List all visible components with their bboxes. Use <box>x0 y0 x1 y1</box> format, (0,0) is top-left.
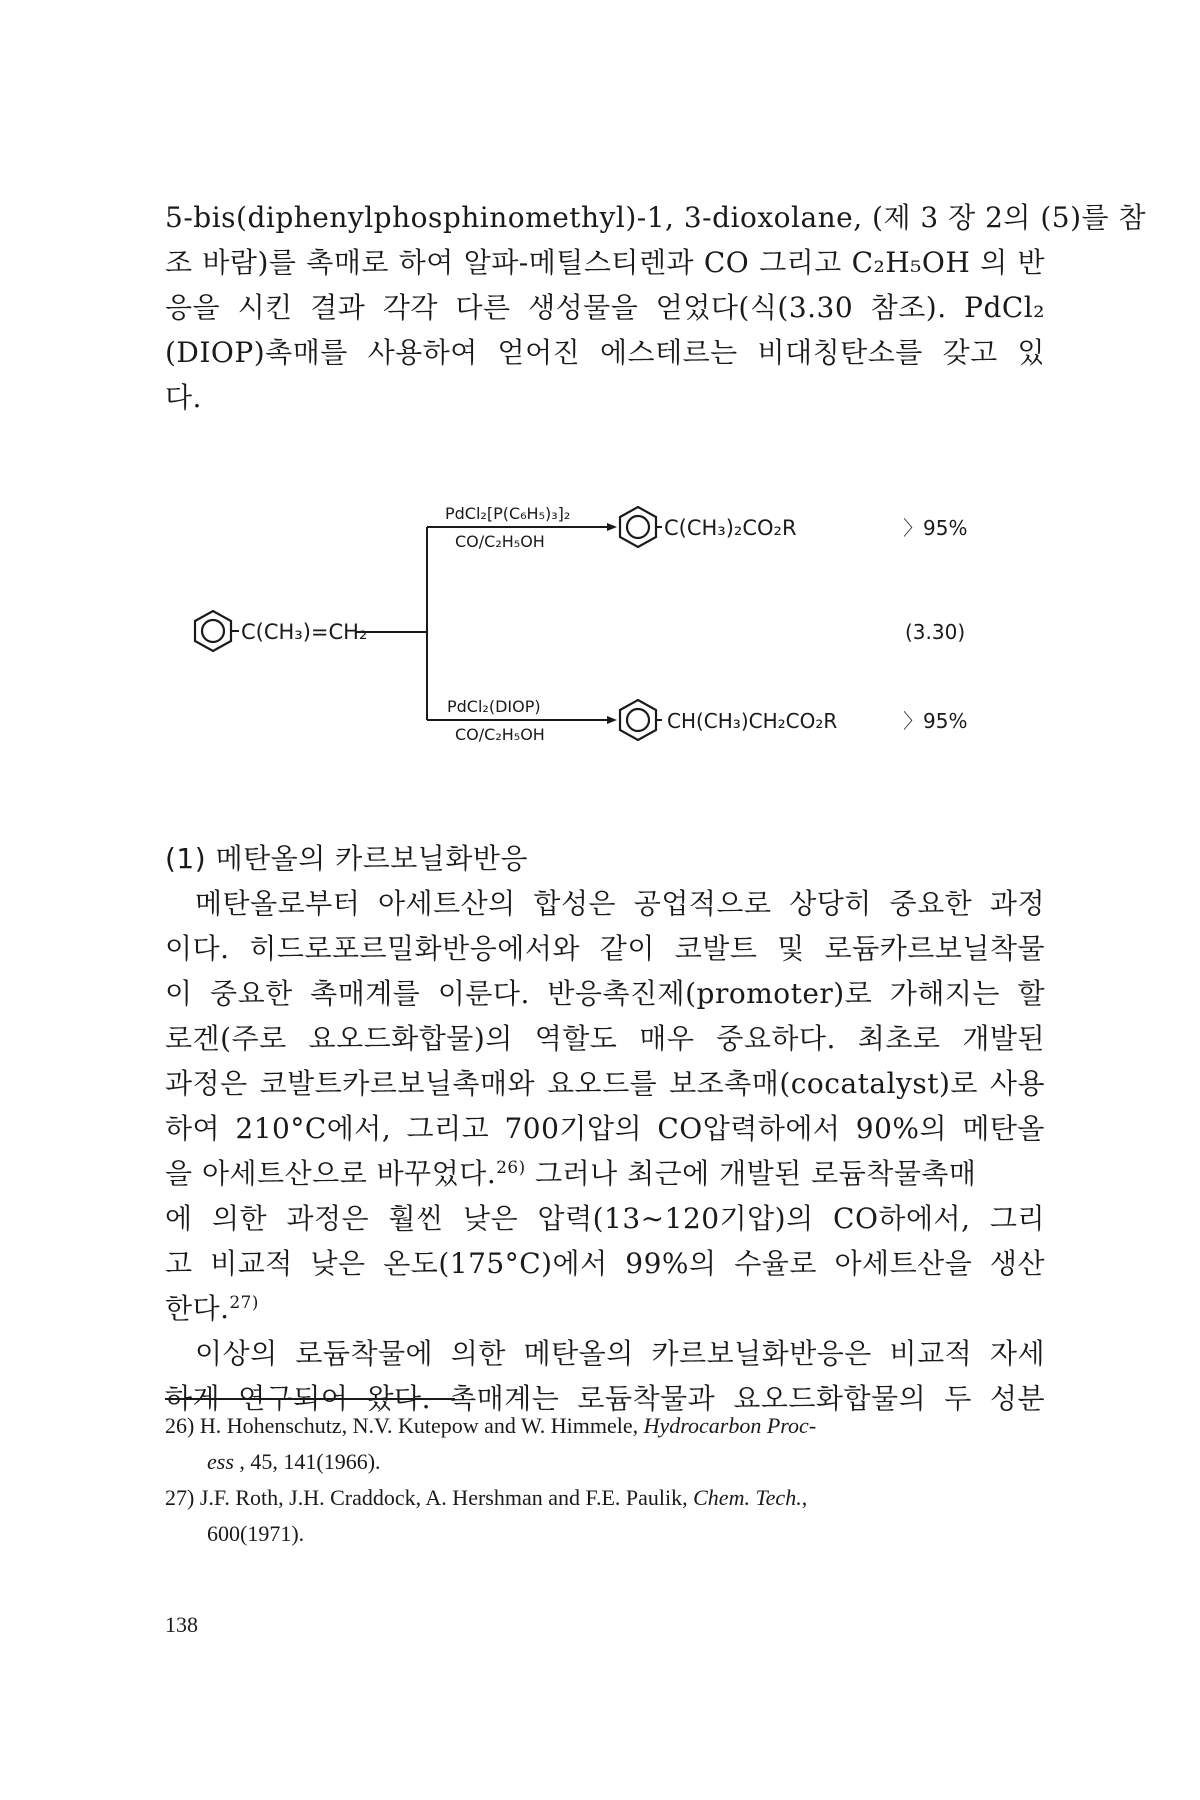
page-number: 138 <box>165 1612 198 1637</box>
lower-product: CH(CH₃)CH₂CO₂R <box>667 709 838 733</box>
upper-product-benzene-ring <box>620 507 656 547</box>
footnotes <box>165 1408 1045 1552</box>
paragraph-line: 이다. 히드로포르밀화반응에서와 같이 코발트 및 로듐카르보닐착물 <box>165 932 1045 965</box>
lower-arrowhead <box>607 716 617 724</box>
upper-product: C(CH₃)₂CO₂R <box>664 516 797 540</box>
upper-catalyst: PdCl₂[P(C₆H₅)₃]₂ <box>445 504 571 523</box>
reaction-scheme <box>165 495 1045 755</box>
intro-line: 다. <box>165 381 202 414</box>
lower-yield: 〉95% <box>903 709 968 733</box>
footnote-journal: Chem. Tech. <box>693 1485 802 1510</box>
lower-product-benzene-ring <box>620 700 656 740</box>
upper-yield: 〉95% <box>903 516 968 540</box>
paragraph-line: 메탄올로부터 아세트산의 합성은 공업적으로 상당히 중요한 과정 <box>195 887 1045 920</box>
footnote-journal: ess <box>207 1449 234 1474</box>
paragraph-line <box>165 1286 1045 1331</box>
intro-line: 5-bis(diphenylphosphinomethyl)-1, 3-dioxolane, (제 3 장 2의 (5)를 참 <box>165 201 1146 234</box>
lower-conditions: CO/C₂H₅OH <box>455 725 545 744</box>
footnote-line <box>165 1480 1045 1516</box>
section-heading: (1) 메탄올의 카르보닐화반응 <box>165 842 528 875</box>
footnote-journal: Hydrocarbon Proc- <box>643 1413 817 1438</box>
paragraph-line: 에 의한 과정은 훨씬 낮은 압력(13∼120기압)의 CO하에서, 그리 <box>165 1202 1045 1235</box>
paragraph-line: 고 비교적 낮은 온도(175°C)에서 99%의 수율로 아세트산을 생산 <box>165 1247 1045 1280</box>
paragraph-line: 하여 210°C에서, 그리고 700기압의 CO압력하에서 90%의 메탄올 <box>165 1112 1045 1145</box>
footnote-text: , 45, 141(1966). <box>233 1449 381 1474</box>
footnote-26 <box>165 1408 1045 1480</box>
reactant-substituent: C(CH₃)=CH₂ <box>241 620 368 644</box>
paragraph-1 <box>165 881 1045 1331</box>
paragraph-line: 이상의 로듐착물에 의한 메탄올의 카르보닐화반응은 비교적 자세 <box>195 1337 1045 1370</box>
paragraph-line-text: 을 아세트산으로 바꾸었다. <box>165 1157 497 1190</box>
section-methanol-carbonylation <box>165 836 1045 1421</box>
upper-conditions: CO/C₂H₅OH <box>455 532 545 551</box>
paragraph-line: 과정은 코발트카르보닐촉매와 요오드를 보조촉매(cocatalyst)로 사용 <box>165 1067 1045 1100</box>
paragraph-line: 이 중요한 촉매계를 이룬다. 반응촉진제(promoter)로 가해지는 할 <box>165 977 1045 1010</box>
intro-line: 응을 시킨 결과 각각 다른 생성물을 얻었다(식(3.30 참조). PdCl₂ <box>165 291 1045 324</box>
intro-paragraph <box>165 195 1146 420</box>
paragraph-line: 로겐(주로 요오드화합물)의 역할도 매우 중요하다. 최초로 개발된 <box>165 1022 1045 1055</box>
upper-arrowhead <box>607 523 617 531</box>
equation-number: (3.30) <box>905 620 966 644</box>
reactant-benzene-ring <box>195 611 231 651</box>
paragraph-line <box>165 1151 1045 1196</box>
intro-line: 조 바람)를 촉매로 하여 알파-메틸스티렌과 CO 그리고 C₂H₅OH 의 반 <box>165 246 1045 279</box>
footnote-text: , <box>801 1485 808 1510</box>
footnote-line <box>165 1408 1045 1444</box>
footnote-line: 600(1971). <box>207 1521 305 1546</box>
paragraph-line: 하게 연구되어 왔다. 촉매계는 로듐착물과 요오드화합물의 두 성분 <box>165 1382 1045 1415</box>
footnote-line <box>165 1444 1045 1480</box>
paragraph-line-text: 한다. <box>165 1292 230 1325</box>
lower-catalyst: PdCl₂(DIOP) <box>447 697 541 716</box>
intro-line: (DIOP)촉매를 사용하여 얻어진 에스테르는 비대칭탄소를 갖고 있 <box>165 336 1045 369</box>
footnote-27 <box>165 1480 1045 1552</box>
footnote-text: 26) H. Hohenschutz, N.V. Kutepow and W. Himmele, <box>165 1413 644 1438</box>
footnote-reference-26: 26) <box>496 1156 526 1177</box>
footnote-text: 27) J.F. Roth, J.H. Craddock, A. Hershman and F.E. Paulik, <box>165 1485 694 1510</box>
paragraph-line-text: 그러나 최근에 개발된 로듐착물촉매 <box>525 1157 977 1190</box>
footnote-reference-27: 27) <box>229 1291 259 1312</box>
footnote-divider <box>165 1398 455 1400</box>
